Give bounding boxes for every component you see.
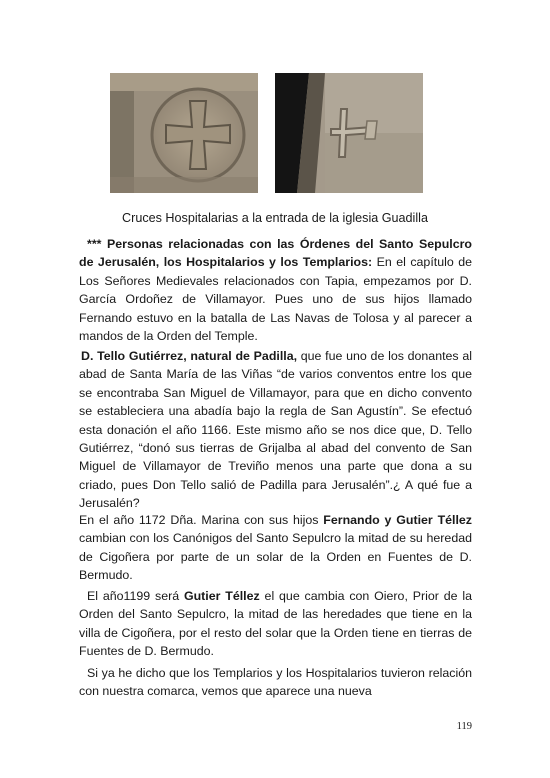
cross-carving-stone-photo-icon (110, 73, 258, 193)
bold-names: Gutier Téllez (183, 589, 260, 603)
paragraph-templarios (79, 664, 472, 701)
paragraph-text: que fue uno de los donantes al abad de Santa María de las Viñas “de varios conventos entre los que se encontraba San Miguel de Villamayor, para que en dicho convento se estableciera una abadía bajo la regla de San Agustín”. Se efectuó esta donación el año 1166. Este mismo año se nos dice que, D. Tello Gutiérrez, “donó sus tierras de Grijalba al abad del convento de San Miguel de Villamayor de Treviño menos una parte que dona a su criado, pues Don Tello salió de Padilla para Jerusalén”.¿ A qué fue a Jerusalén? (79, 349, 472, 511)
paragraph-ordenes (79, 235, 472, 345)
bold-names: Fernando y Gutier Téllez (323, 513, 472, 527)
photo-caption: Cruces Hospitalarias a la entrada de la iglesia Guadilla (122, 211, 428, 225)
paragraph-text: El año1199 será (87, 589, 184, 603)
paragraph-text: Si ya he dicho que los Templarios y los Hospitalarios tuvieron relación con nuestra comarca, vemos que aparece una nueva (79, 666, 472, 699)
paragraph-text: En el capítulo de Los Señores Medievales relacionados con Tapia, empezamos por D. García Ordoñez de Villamayor. Pues uno de sus hijos llamado Fernando estuvo en la batalla de Las Navas de Tolosa y al parecer a mandos de la Orden del Temple. (79, 255, 473, 344)
paragraph-1172 (79, 511, 472, 585)
paragraph-tello (79, 347, 472, 513)
cross-carving-photo-left (110, 73, 258, 193)
paragraph-text: el que cambia con Oiero, Prior de la Orden del Santo Sepulcro, la mitad de las heredades que tiene en la villa de Cigoñera, por el resto del solar que la Orden tiene en tierras de Fuentes de D. Bermudo. (79, 589, 472, 659)
cross-carving-stone-photo-icon (275, 73, 423, 193)
paragraph-heading: D. Tello Gutiérrez, natural de Padilla, (81, 349, 298, 363)
paragraph-text: En el año 1172 Dña. Marina con sus hijos (79, 513, 324, 527)
paragraph-heading: *** Personas relacionadas con las Órdenes del Santo Sepulcro de Jerusalén, los Hospitalarios y los Templarios: (79, 237, 472, 270)
paragraph-text: cambian con los Canónigos del Santo Sepulcro la mitad de su heredad de Cigoñera por parte de un solar de la Orden en Fuentes de D. Bermudo. (79, 531, 472, 583)
page-number: 119 (456, 721, 472, 732)
paragraph-1199 (79, 587, 472, 661)
cross-carving-photo-right (275, 73, 423, 193)
